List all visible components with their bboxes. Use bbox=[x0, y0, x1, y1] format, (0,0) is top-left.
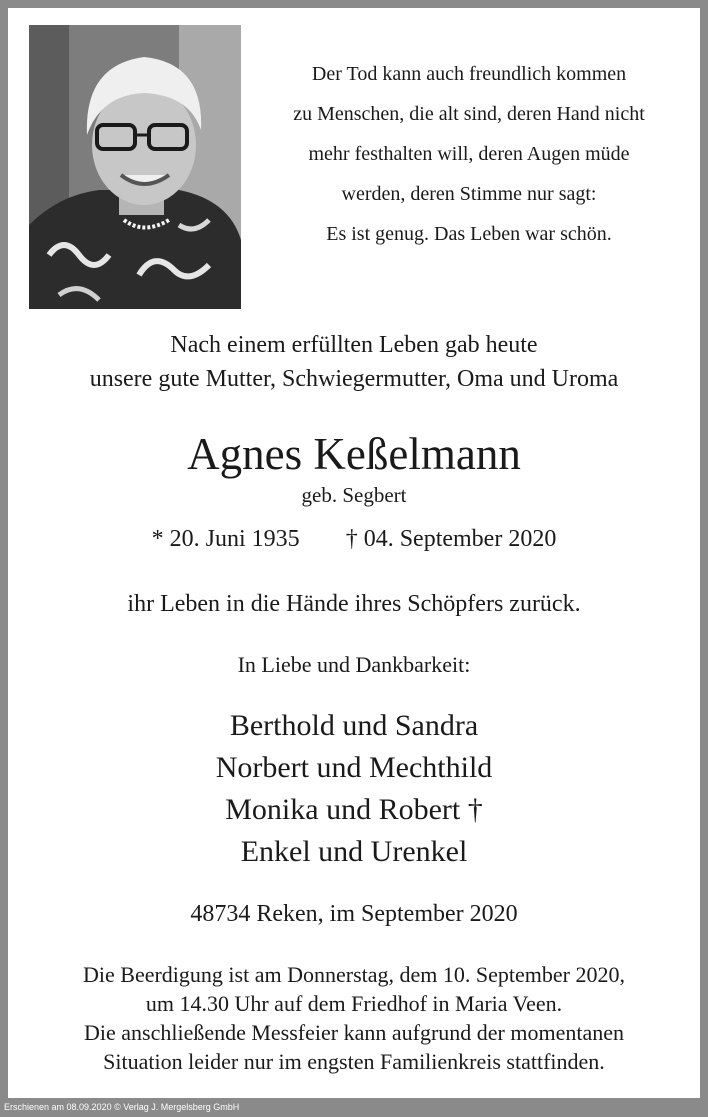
deceased-name: Agnes Keßelmann bbox=[187, 429, 521, 479]
life-dates bbox=[8, 522, 700, 556]
poem-line: werden, deren Stimme nur sagt: bbox=[341, 183, 597, 205]
obituary-card bbox=[8, 8, 700, 1098]
poem bbox=[253, 54, 685, 254]
poem-line: Der Tod kann auch freundlich kommen bbox=[311, 63, 627, 85]
intro-line: unsere gute Mutter, Schwiegermutter, Oma und Uroma bbox=[89, 366, 619, 392]
portrait-illustration bbox=[29, 25, 241, 309]
birth-date: * 20. Juni 1935 bbox=[151, 526, 300, 552]
funeral-line: Situation leider nur im engsten Familienkreis stattfinden. bbox=[103, 1049, 605, 1074]
family-member: Monika und Robert † bbox=[225, 793, 483, 826]
family-member: Berthold und Sandra bbox=[229, 709, 479, 742]
poem-line: zu Menschen, die alt sind, deren Hand nicht bbox=[293, 103, 645, 125]
funeral-line: um 14.30 Uhr auf dem Friedhof in Maria Veen. bbox=[145, 991, 563, 1016]
family-member: Norbert und Mechthild bbox=[215, 751, 493, 784]
portrait-photo bbox=[29, 25, 241, 309]
poem-line: Es ist genug. Das Leben war schön. bbox=[326, 223, 612, 245]
maiden-name: geb. Segbert bbox=[301, 483, 407, 507]
poem-line: mehr festhalten will, deren Augen müde bbox=[308, 143, 630, 165]
family-list bbox=[8, 705, 700, 873]
funeral-info bbox=[8, 960, 700, 1076]
intro-text bbox=[8, 328, 700, 396]
place-date: 48734 Reken, im September 2020 bbox=[190, 901, 518, 927]
thanks-text: In Liebe und Dankbarkeit: bbox=[237, 652, 471, 677]
funeral-line: Die Beerdigung ist am Donnerstag, dem 10. September 2020, bbox=[83, 962, 625, 987]
family-member: Enkel und Urenkel bbox=[240, 835, 468, 868]
return-text: ihr Leben in die Hände ihres Schöpfers zurück. bbox=[127, 591, 581, 617]
death-date: † 04. September 2020 bbox=[345, 526, 557, 552]
funeral-line: Die anschließende Messfeier kann aufgrund der momentanen bbox=[83, 1020, 625, 1045]
publication-footer: Erschienen am 08.09.2020 © Verlag J. Mergelsberg GmbH bbox=[4, 1102, 240, 1112]
intro-line: Nach einem erfüllten Leben gab heute bbox=[170, 332, 538, 358]
